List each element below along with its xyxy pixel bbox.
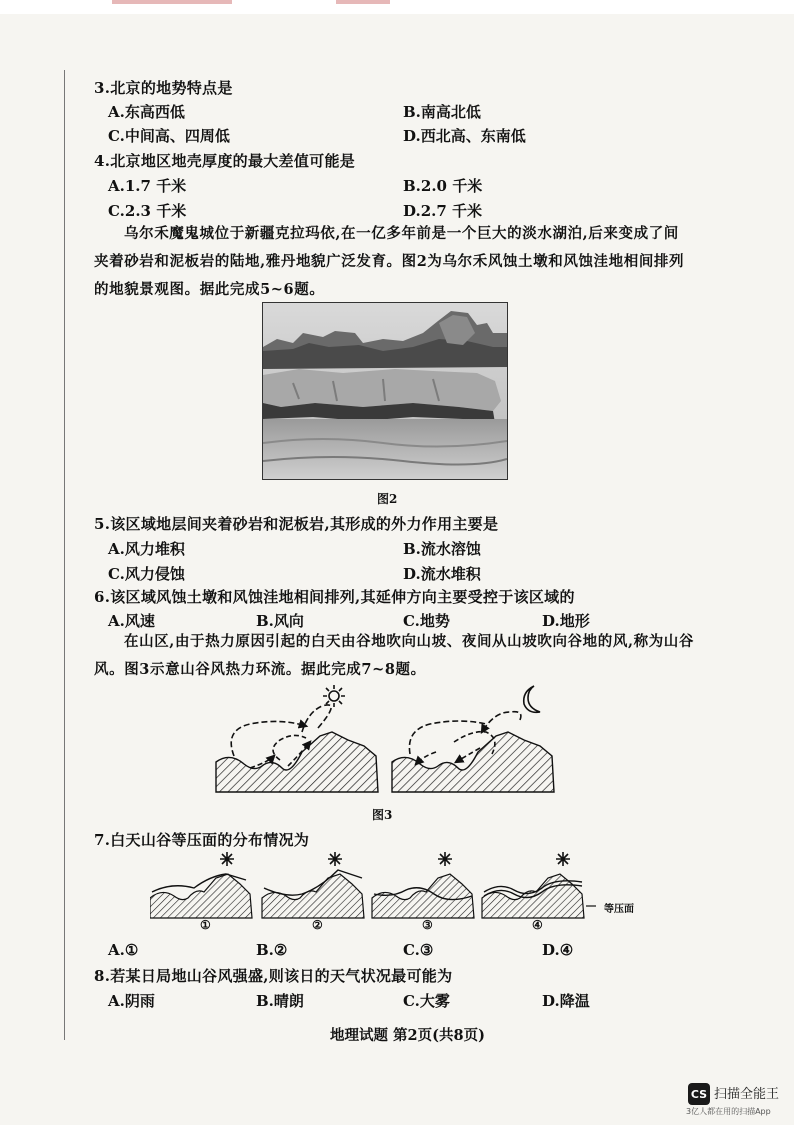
q3-option-a: A.东高西低 bbox=[108, 103, 185, 121]
q4-option-d: D.2.7 千米 bbox=[403, 202, 483, 220]
q7-option-b: B.② bbox=[256, 941, 288, 959]
q8-option-c: C.大雾 bbox=[403, 992, 450, 1010]
q3-option-d: D.西北高、东南低 bbox=[403, 127, 526, 145]
scanner-tagline: 3亿人都在用的扫描App bbox=[686, 1107, 771, 1116]
passage-mvw-line-1: 在山区,由于热力原因引起的白天由谷地吹向山坡、夜间从山坡吹向谷地的风,称为山谷 bbox=[124, 633, 694, 650]
q5-stem: 5.该区域地层间夹着砂岩和泥板岩,其形成的外力作用主要是 bbox=[94, 515, 499, 533]
q7-panel-label-4: ④ bbox=[532, 918, 543, 932]
q7-panel-label-3: ③ bbox=[422, 918, 433, 932]
q8-option-b: B.晴朗 bbox=[256, 992, 304, 1010]
q8-stem: 8.若某日局地山谷风强盛,则该日的天气状况最可能为 bbox=[94, 967, 453, 985]
page-footer: 地理试题 第2页(共8页) bbox=[330, 1027, 485, 1044]
sun-icon bbox=[323, 685, 345, 707]
sun-icon bbox=[438, 852, 452, 866]
sun-icon bbox=[328, 852, 342, 866]
fig2-yardang-photo bbox=[262, 302, 508, 480]
q7-panel-label-2: ② bbox=[312, 918, 323, 932]
q8-option-a: A.阴雨 bbox=[108, 992, 155, 1010]
moon-icon bbox=[524, 686, 540, 712]
fig3-night-panel bbox=[392, 686, 554, 792]
q3-option-c: C.中间高、四周低 bbox=[108, 127, 230, 145]
scanner-app-name: 扫描全能王 bbox=[714, 1087, 780, 1102]
q3-stem: 3.北京的地势特点是 bbox=[94, 79, 233, 97]
sun-icon bbox=[220, 852, 234, 866]
top-mark-left bbox=[112, 0, 232, 4]
sun-icon bbox=[556, 852, 570, 866]
q6-option-d: D.地形 bbox=[542, 612, 590, 630]
q5-option-d: D.流水堆积 bbox=[403, 565, 481, 583]
q7-panel-1 bbox=[150, 852, 252, 918]
passage-mvw-line-2: 风。图3示意山谷风热力环流。据此完成7~8题。 bbox=[94, 661, 426, 678]
passage-urho bbox=[94, 220, 734, 304]
q7-panel-4 bbox=[482, 852, 596, 918]
passage-urho-line-2: 夹着砂岩和泥板岩的陆地,雅丹地貌广泛发育。图2为乌尔禾风蚀土墩和风蚀洼地相间排列 bbox=[94, 253, 685, 270]
q4-option-b: B.2.0 千米 bbox=[403, 177, 483, 195]
q8-option-d: D.降温 bbox=[542, 992, 590, 1010]
q6-stem: 6.该区域风蚀土墩和风蚀洼地相间排列,其延伸方向主要受控于该区域的 bbox=[94, 588, 575, 606]
q7-option-d: D.④ bbox=[542, 941, 574, 959]
q7-legend-isobar: 等压面 bbox=[604, 904, 634, 915]
q4-option-a: A.1.7 千米 bbox=[108, 177, 187, 195]
q6-option-c: C.地势 bbox=[403, 612, 450, 630]
fig2-caption: 图2 bbox=[377, 492, 398, 506]
top-mark-right bbox=[336, 0, 390, 4]
q4-stem: 4.北京地区地壳厚度的最大差值可能是 bbox=[94, 152, 356, 170]
q5-option-a: A.风力堆积 bbox=[108, 540, 185, 558]
q7-panel-label-1: ① bbox=[200, 918, 211, 932]
q4-option-c: C.2.3 千米 bbox=[108, 202, 187, 220]
q6-option-b: B.风向 bbox=[256, 612, 304, 630]
fig3-caption: 图3 bbox=[372, 808, 393, 822]
camscanner-logo-icon: CS bbox=[688, 1083, 710, 1105]
q7-option-c: C.③ bbox=[403, 941, 434, 959]
q7-panel-2 bbox=[262, 852, 364, 918]
margin-line bbox=[64, 70, 65, 1040]
q5-option-c: C.风力侵蚀 bbox=[108, 565, 185, 583]
q7-panel-3 bbox=[372, 852, 474, 918]
q6-option-a: A.风速 bbox=[108, 612, 155, 630]
passage-urho-line-1: 乌尔禾魔鬼城位于新疆克拉玛依,在一亿多年前是一个巨大的淡水湖泊,后来变成了间 bbox=[124, 225, 679, 242]
fig3-day-panel bbox=[216, 685, 378, 792]
q7-stem: 7.白天山谷等压面的分布情况为 bbox=[94, 831, 310, 849]
fig3-circulation-diagram bbox=[210, 682, 566, 798]
q3-option-b: B.南高北低 bbox=[403, 103, 481, 121]
q5-option-b: B.流水溶蚀 bbox=[403, 540, 481, 558]
q7-option-a: A.① bbox=[108, 941, 139, 959]
passage-urho-line-3: 的地貌景观图。据此完成5~6题。 bbox=[94, 281, 325, 298]
passage-mountain-valley-wind bbox=[94, 628, 734, 684]
yardang-landscape-image bbox=[263, 303, 507, 479]
